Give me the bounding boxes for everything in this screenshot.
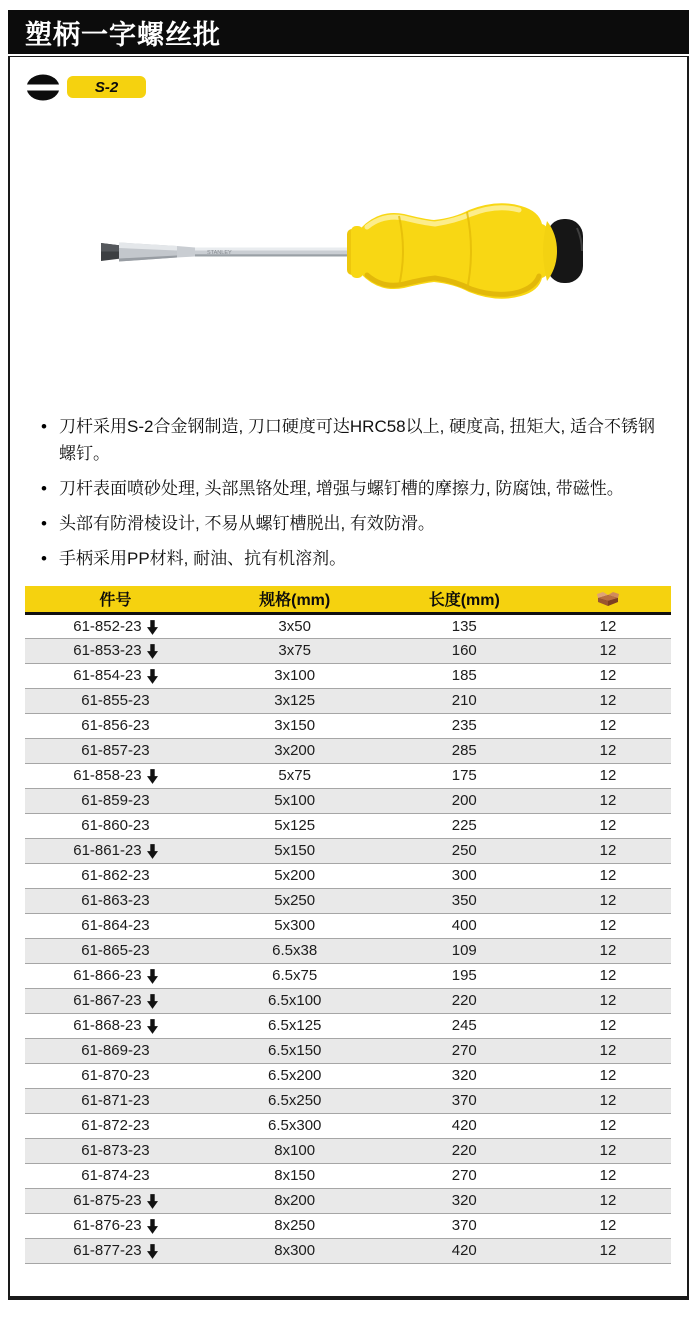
spec-cell: 3x75: [206, 638, 384, 663]
length-cell: 250: [384, 838, 546, 863]
table-row: [25, 963, 671, 988]
qty-cell: 12: [545, 688, 671, 713]
spec-cell: 6.5x38: [206, 938, 384, 963]
part-number: 61-856-23: [81, 717, 150, 734]
table-row: [25, 913, 671, 938]
spec-cell: 6.5x100: [206, 988, 384, 1013]
table-row: [25, 1063, 671, 1088]
part-number-cell: [25, 1063, 206, 1088]
spec-cell: 6.5x150: [206, 1038, 384, 1063]
down-arrow-icon: [147, 994, 158, 1009]
length-cell: 185: [384, 663, 546, 688]
blade-marking: STANLEY: [206, 250, 232, 256]
length-cell: 270: [384, 1038, 546, 1063]
part-number: 61-857-23: [81, 742, 150, 759]
spec-cell: 6.5x75: [206, 963, 384, 988]
spec-cell: 3x100: [206, 663, 384, 688]
length-cell: 320: [384, 1188, 546, 1213]
table-row: [25, 738, 671, 763]
qty-cell: 12: [545, 738, 671, 763]
down-arrow-icon: [147, 1219, 158, 1234]
catalog-page: [8, 10, 689, 1300]
table-row: [25, 1013, 671, 1038]
part-number-cell: [25, 1163, 206, 1188]
table-row: [25, 1113, 671, 1138]
table-row: [25, 1163, 671, 1188]
part-number-cell: [25, 988, 206, 1013]
table-row: [25, 1038, 671, 1063]
table-row: [25, 713, 671, 738]
part-number-cell: [25, 1188, 206, 1213]
part-number-cell: [25, 913, 206, 938]
qty-cell: 12: [545, 788, 671, 813]
part-number: 61-866-23: [73, 967, 142, 984]
screwdriver-illustration: [99, 194, 599, 306]
part-number-cell: [25, 788, 206, 813]
slotted-tip-icon: [26, 74, 60, 101]
qty-cell: 12: [545, 938, 671, 963]
spec-cell: 6.5x250: [206, 1088, 384, 1113]
part-number: 61-864-23: [81, 917, 150, 934]
part-number-cell: [25, 613, 206, 638]
parts-table-header: [25, 586, 671, 613]
qty-cell: 12: [545, 888, 671, 913]
part-number: 61-870-23: [81, 1067, 150, 1084]
qty-cell: 12: [545, 963, 671, 988]
length-cell: 175: [384, 763, 546, 788]
length-cell: 220: [384, 1138, 546, 1163]
length-cell: 370: [384, 1213, 546, 1238]
part-number: 61-859-23: [81, 792, 150, 809]
qty-cell: 12: [545, 988, 671, 1013]
steel-grade-badge: [67, 76, 146, 98]
qty-cell: 12: [545, 1088, 671, 1113]
qty-cell: 12: [545, 1113, 671, 1138]
part-number-cell: [25, 888, 206, 913]
parts-table-body: [25, 613, 671, 1263]
spec-cell: 6.5x125: [206, 1013, 384, 1038]
table-row: [25, 1138, 671, 1163]
spec-cell: 8x250: [206, 1213, 384, 1238]
table-row: [25, 938, 671, 963]
table-row: [25, 638, 671, 663]
qty-cell: 12: [545, 713, 671, 738]
spec-cell: 5x150: [206, 838, 384, 863]
page-title: 塑柄一字螺丝批: [25, 19, 221, 50]
length-cell: 420: [384, 1113, 546, 1138]
part-number-cell: [25, 688, 206, 713]
qty-cell: 12: [545, 1063, 671, 1088]
part-number: 61-873-23: [81, 1142, 150, 1159]
down-arrow-icon: [147, 769, 158, 784]
title-bar: [8, 10, 689, 54]
length-cell: 235: [384, 713, 546, 738]
feature-list: [40, 413, 669, 572]
content-box: [8, 56, 689, 1300]
down-arrow-icon: [147, 644, 158, 659]
table-row: [25, 1088, 671, 1113]
spec-cell: 8x150: [206, 1163, 384, 1188]
spec-cell: 8x300: [206, 1238, 384, 1263]
length-cell: 300: [384, 863, 546, 888]
spec-cell: 8x100: [206, 1138, 384, 1163]
table-row: [25, 788, 671, 813]
spec-cell: 5x300: [206, 913, 384, 938]
spec-cell: 3x200: [206, 738, 384, 763]
part-number: 61-858-23: [73, 767, 142, 784]
length-cell: 420: [384, 1238, 546, 1263]
table-row: [25, 613, 671, 638]
col-header-qty: [545, 586, 671, 613]
part-number: 61-863-23: [81, 892, 150, 909]
qty-cell: 12: [545, 1213, 671, 1238]
length-cell: 370: [384, 1088, 546, 1113]
table-row: [25, 1188, 671, 1213]
table-row: [25, 813, 671, 838]
part-number: 61-855-23: [81, 692, 150, 709]
part-number-cell: [25, 938, 206, 963]
part-number-cell: [25, 963, 206, 988]
part-number-cell: [25, 838, 206, 863]
length-cell: 320: [384, 1063, 546, 1088]
table-row: [25, 688, 671, 713]
length-cell: 135: [451, 617, 477, 635]
feature-item: • 手柄采用PP材料, 耐油、抗有机溶剂。: [40, 545, 669, 572]
down-arrow-icon: [147, 620, 158, 635]
length-cell: 350: [384, 888, 546, 913]
spec-cell: 5x100: [206, 788, 384, 813]
spec-cell: 5x75: [206, 763, 384, 788]
part-number-cell: [25, 813, 206, 838]
table-row: [25, 838, 671, 863]
part-number: 61-877-23: [73, 1242, 142, 1259]
feature-item: • 刀杆采用S-2合金钢制造, 刀口硬度可达HRC58以上, 硬度高, 扭矩大, 适合不锈钢螺钉。: [40, 413, 669, 467]
table-row: [25, 1238, 671, 1263]
part-number: 61-869-23: [81, 1042, 150, 1059]
spec-cell: 5x250: [206, 888, 384, 913]
part-number-cell: [25, 1038, 206, 1063]
part-number: 61-871-23: [81, 1092, 150, 1109]
parts-table: [25, 586, 671, 1264]
qty-cell: 12: [545, 813, 671, 838]
col-header-spec: 规格(mm): [206, 586, 384, 613]
part-number-cell: [25, 1113, 206, 1138]
length-cell: 270: [384, 1163, 546, 1188]
qty-cell: 12: [545, 638, 671, 663]
part-number-cell: [25, 1013, 206, 1038]
qty-cell: 12: [545, 1138, 671, 1163]
part-number: 61-854-23: [73, 667, 142, 684]
package-box-icon: [597, 590, 619, 607]
part-number-cell: [25, 1238, 206, 1263]
part-number-cell: [25, 713, 206, 738]
part-number: 61-853-23: [73, 642, 142, 659]
part-number: 61-860-23: [81, 817, 150, 834]
table-row: [25, 863, 671, 888]
spec-cell: 6.5x300: [206, 1113, 384, 1138]
part-number: 61-865-23: [81, 942, 150, 959]
length-cell: 220: [384, 988, 546, 1013]
part-number: 61-868-23: [73, 1017, 142, 1034]
col-header-length: 长度(mm): [384, 586, 546, 613]
qty-cell: 12: [545, 913, 671, 938]
spec-cell: 6.5x200: [206, 1063, 384, 1088]
down-arrow-icon: [147, 969, 158, 984]
spec-cell: 5x200: [206, 863, 384, 888]
down-arrow-icon: [147, 1194, 158, 1209]
qty-cell: 12: [545, 838, 671, 863]
part-number-cell: [25, 738, 206, 763]
part-number: 61-876-23: [73, 1217, 142, 1234]
part-number-cell: [25, 863, 206, 888]
feature-item: • 头部有防滑棱设计, 不易从螺钉槽脱出, 有效防滑。: [40, 510, 669, 537]
qty-cell: 12: [545, 663, 671, 688]
length-cell: 160: [384, 638, 546, 663]
length-cell: 210: [384, 688, 546, 713]
part-number: 61-852-23: [73, 617, 142, 635]
table-row: [25, 988, 671, 1013]
qty-cell: 12: [545, 1013, 671, 1038]
spec-cell: 3x125: [206, 688, 384, 713]
qty-cell: 12: [545, 1238, 671, 1263]
spec-cell: 3x50: [278, 617, 311, 635]
col-header-part: 件号: [25, 586, 206, 613]
brand-row: [26, 73, 687, 101]
down-arrow-icon: [147, 1019, 158, 1034]
part-number-cell: [25, 1088, 206, 1113]
steel-grade-label: S-2: [94, 78, 119, 96]
product-image: [10, 101, 687, 399]
table-row: [25, 663, 671, 688]
length-cell: 245: [384, 1013, 546, 1038]
part-number: 61-872-23: [81, 1117, 150, 1134]
length-cell: 195: [384, 963, 546, 988]
feature-item: • 刀杆表面喷砂处理, 头部黑铬处理, 增强与螺钉槽的摩擦力, 防腐蚀, 带磁性。: [40, 475, 669, 502]
part-number: 61-861-23: [73, 842, 142, 859]
length-cell: 109: [384, 938, 546, 963]
down-arrow-icon: [147, 844, 158, 859]
qty-cell: 12: [545, 1188, 671, 1213]
table-row: [25, 888, 671, 913]
down-arrow-icon: [147, 669, 158, 684]
length-cell: 285: [384, 738, 546, 763]
qty-cell: 12: [545, 763, 671, 788]
length-cell: 400: [384, 913, 546, 938]
part-number-cell: [25, 1213, 206, 1238]
part-number-cell: [25, 763, 206, 788]
part-number-cell: [25, 638, 206, 663]
part-number: 61-862-23: [81, 867, 150, 884]
part-number-cell: [25, 663, 206, 688]
qty-cell: 12: [599, 617, 617, 635]
spec-cell: 8x200: [206, 1188, 384, 1213]
length-cell: 225: [384, 813, 546, 838]
part-number: 61-874-23: [81, 1167, 150, 1184]
qty-cell: 12: [545, 1163, 671, 1188]
part-number-cell: [25, 1138, 206, 1163]
table-row: [25, 1213, 671, 1238]
part-number: 61-867-23: [73, 992, 142, 1009]
length-cell: 200: [384, 788, 546, 813]
spec-cell: 3x150: [206, 713, 384, 738]
spec-cell: 5x125: [206, 813, 384, 838]
table-row: [25, 763, 671, 788]
part-number: 61-875-23: [73, 1192, 142, 1209]
qty-cell: 12: [545, 1038, 671, 1063]
qty-cell: 12: [545, 863, 671, 888]
down-arrow-icon: [147, 1244, 158, 1259]
